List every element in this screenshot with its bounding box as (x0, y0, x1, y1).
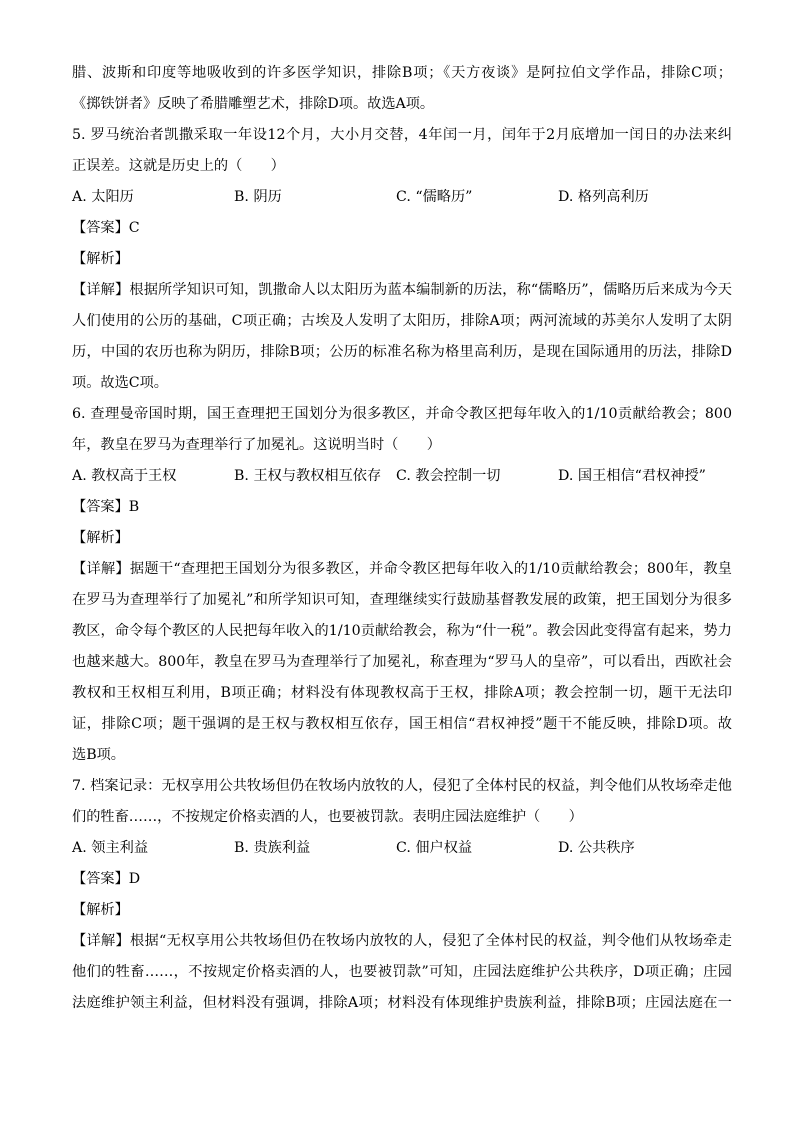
detail-line: 项。故选C项。 (72, 375, 168, 391)
detail-line: 法庭维护领主利益，但材料没有强调，排除A项；材料没有体现维护贵族利益，排除B项；庄园法庭在一 (72, 995, 732, 1011)
text-line: 《掷铁饼者》反映了希腊雕塑艺术，排除D项。故选A项。 (72, 96, 435, 112)
options-row (72, 461, 732, 492)
detail-line: 人们使用的公历的基础，C项正确；古埃及人发明了太阳历，排除A项；两河流域的苏美尔人发明了太阴 (72, 313, 732, 329)
detail-line: 证，排除C项；题干强调的是王权与教权相互依存，国王相信“君权神授”题干不能反映，排除D项。故 (72, 716, 732, 732)
document-page (72, 58, 732, 1019)
option-d: D. 格列高利历 (558, 189, 649, 205)
option-b: B. 王权与教权相互依存 (234, 468, 382, 484)
option-a: A. 太阳历 (72, 189, 134, 205)
question-stem-line: 正误差。这就是历史上的（ ） (72, 158, 285, 174)
detail-line: 也越来越大。800年，教皇在罗马为查理举行了加冕礼，称查理为“罗马人的皇帝”，可以看出，西欧社会 (72, 654, 732, 670)
question-5 (72, 120, 732, 399)
option-c: C. “儒略历” (396, 189, 473, 205)
question-stem-line: 年，教皇在罗马为查理举行了加冕礼。这说明当时（ ） (72, 437, 441, 453)
detail-line: 【详解】根据所学知识可知，凯撒命人以太阳历为蓝本编制新的历法，称“儒略历”，儒略历后来成为今天 (72, 282, 732, 298)
question-stem-line: 们的牲畜……，不按规定价格卖酒的人，也要被罚款。表明庄园法庭维护（ ） (72, 809, 583, 825)
analysis-label: 【解析】 (72, 530, 129, 546)
detail-line: 【详解】据题干“查理把王国划分为很多教区，并命令教区把每年收入的1/10贡献给教会；800年，教皇 (72, 561, 732, 577)
answer-label: 【答案】C (72, 220, 140, 236)
detail-line: 教权和王权相互利用，B项正确；材料没有体现教权高于王权，排除A项；教会控制一切，题干无法印 (72, 685, 732, 701)
detail-line: 教区，命令每个教区的人民把每年收入的1/10贡献给教会，称为“什一税”。教会因此变得富有起来，势力 (72, 623, 732, 639)
option-b: B. 阴历 (234, 189, 282, 205)
question-stem-line: 6. 查理曼帝国时期，国王查理把王国划分为很多教区，并命令教区把每年收入的1/10贡献给教会；800 (72, 406, 732, 422)
detail-line: 选B项。 (72, 747, 125, 763)
option-d: D. 国王相信“君权神授” (558, 468, 706, 484)
option-a: A. 教权高于王权 (72, 468, 177, 484)
options-row (72, 833, 732, 864)
answer-label: 【答案】B (72, 499, 140, 515)
options-row (72, 182, 732, 213)
option-c: C. 佃户权益 (396, 840, 473, 856)
analysis-label: 【解析】 (72, 902, 129, 918)
option-a: A. 领主利益 (72, 840, 149, 856)
option-b: B. 贵族利益 (234, 840, 311, 856)
analysis-label: 【解析】 (72, 251, 129, 267)
question-6 (72, 399, 732, 771)
question-7 (72, 771, 732, 1019)
option-d: D. 公共秩序 (558, 840, 635, 856)
detail-line: 【详解】根据“无权享用公共牧场但仍在牧场内放牧的人，侵犯了全体村民的权益，判令他们从牧场牵走 (72, 933, 732, 949)
text-line: 腊、波斯和印度等地吸收到的许多医学知识，排除B项；《天方夜谈》是阿拉伯文学作品，排除C项； (72, 65, 732, 81)
detail-line: 在罗马为查理举行了加冕礼”和所学知识可知，查理继续实行鼓励基督教发展的政策，把王国划分为很多 (72, 592, 732, 608)
answer-label: 【答案】D (72, 871, 141, 887)
question-stem-line: 5. 罗马统治者凯撒采取一年设12个月，大小月交替，4年闰一月，闰年于2月底增加一闰日的办法来纠 (72, 127, 732, 143)
option-c: C. 教会控制一切 (396, 468, 501, 484)
question-stem-line: 7. 档案记录：无权享用公共牧场但仍在牧场内放牧的人，侵犯了全体村民的权益，判令他们从牧场牵走他 (72, 778, 732, 794)
detail-line: 历，中国的农历也称为阴历，排除B项；公历的标准名称为格里高利历，是现在国际通用的历法，排除D (72, 344, 732, 360)
detail-line: 他们的牲畜……，不按规定价格卖酒的人，也要被罚款”可知，庄园法庭维护公共秩序，D项正确；庄园 (72, 964, 732, 980)
